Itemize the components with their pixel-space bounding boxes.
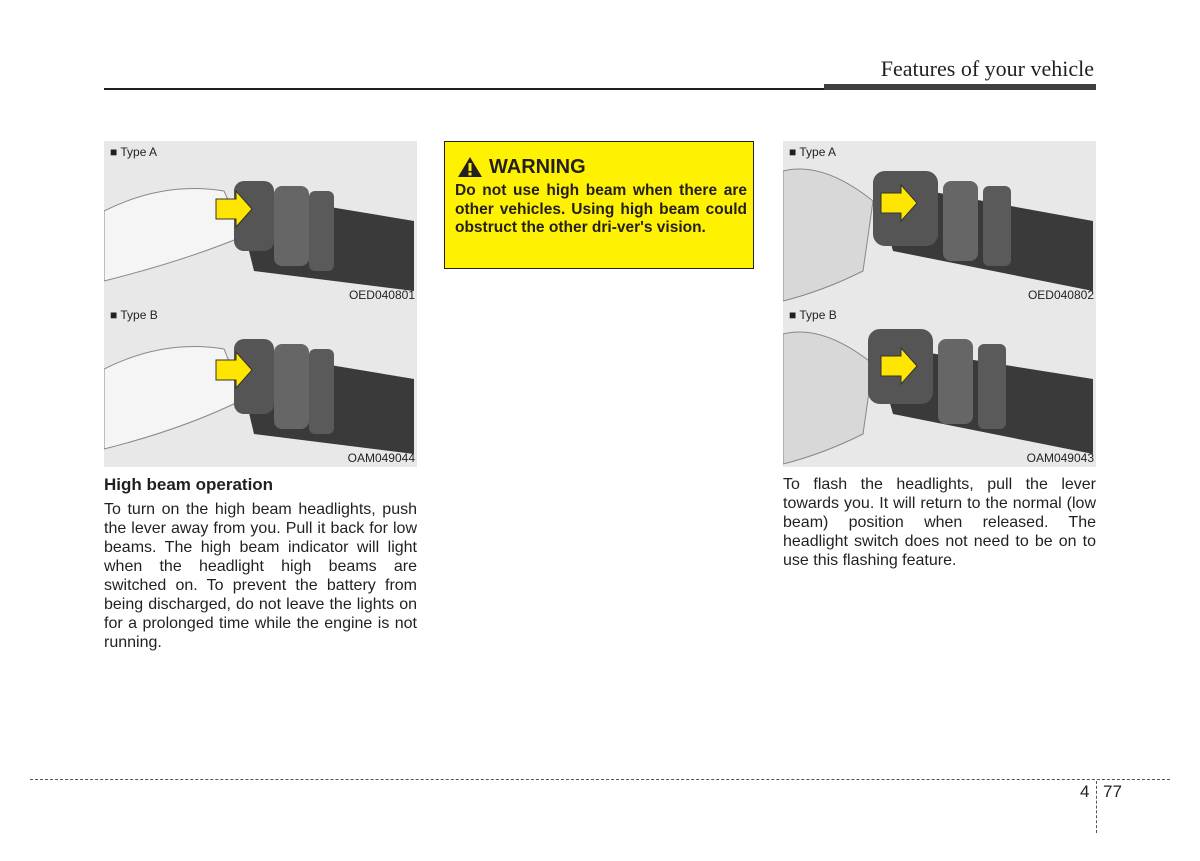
- chapter-number: 4: [1080, 782, 1090, 801]
- lever-push-illustration: [104, 304, 417, 467]
- figure-high-beam-type-a: [104, 141, 417, 304]
- figure-type-label: ■ Type B: [110, 308, 158, 322]
- figure-high-beam-type-b: [104, 304, 417, 467]
- figure-code: OAM049043: [1026, 451, 1094, 465]
- flash-paragraph: To flash the headlights, pull the lever towards you. It will return to the normal (low beam) position when released. The headlight switch does not need to be on to use this flashing feature.: [783, 476, 1096, 569]
- warning-text: Do not use high beam when there are other vehicles. Using high beam could obstruct the other dri-ver's vision.: [455, 182, 747, 236]
- header-rule-accent: [824, 84, 1096, 90]
- footer-rule: [30, 779, 1170, 780]
- lever-pull-illustration: [783, 304, 1096, 467]
- figure-type-label: ■ Type A: [789, 145, 837, 159]
- figure-flash-type-b: [783, 304, 1096, 467]
- figure-flash-type-a: [783, 141, 1096, 304]
- page-header-title: Features of your vehicle: [880, 56, 1094, 81]
- page-number: 77: [1103, 782, 1122, 801]
- footer-divider: [1096, 781, 1097, 833]
- warning-box: [444, 141, 754, 269]
- lever-pull-illustration: [783, 141, 1096, 304]
- figure-code: OED040801: [348, 288, 415, 302]
- warning-triangle-icon: [457, 156, 483, 178]
- figure-code: OAM049044: [347, 451, 415, 465]
- lever-push-illustration: [104, 141, 417, 304]
- figure-type-label: ■ Type A: [110, 145, 158, 159]
- figure-type-label: ■ Type B: [789, 308, 837, 322]
- section-title-high-beam: High beam operation: [104, 475, 274, 494]
- warning-title: WARNING: [489, 156, 586, 178]
- figure-code: OED040802: [1027, 288, 1094, 302]
- high-beam-paragraph: To turn on the high beam headlights, push the lever away from you. Pull it back for low beams. The high beam indicator will light when the headlight high beams are switched on. To prevent the battery from being discharged, do not leave the lights on for a prolonged time while the engine is not running.: [104, 501, 417, 651]
